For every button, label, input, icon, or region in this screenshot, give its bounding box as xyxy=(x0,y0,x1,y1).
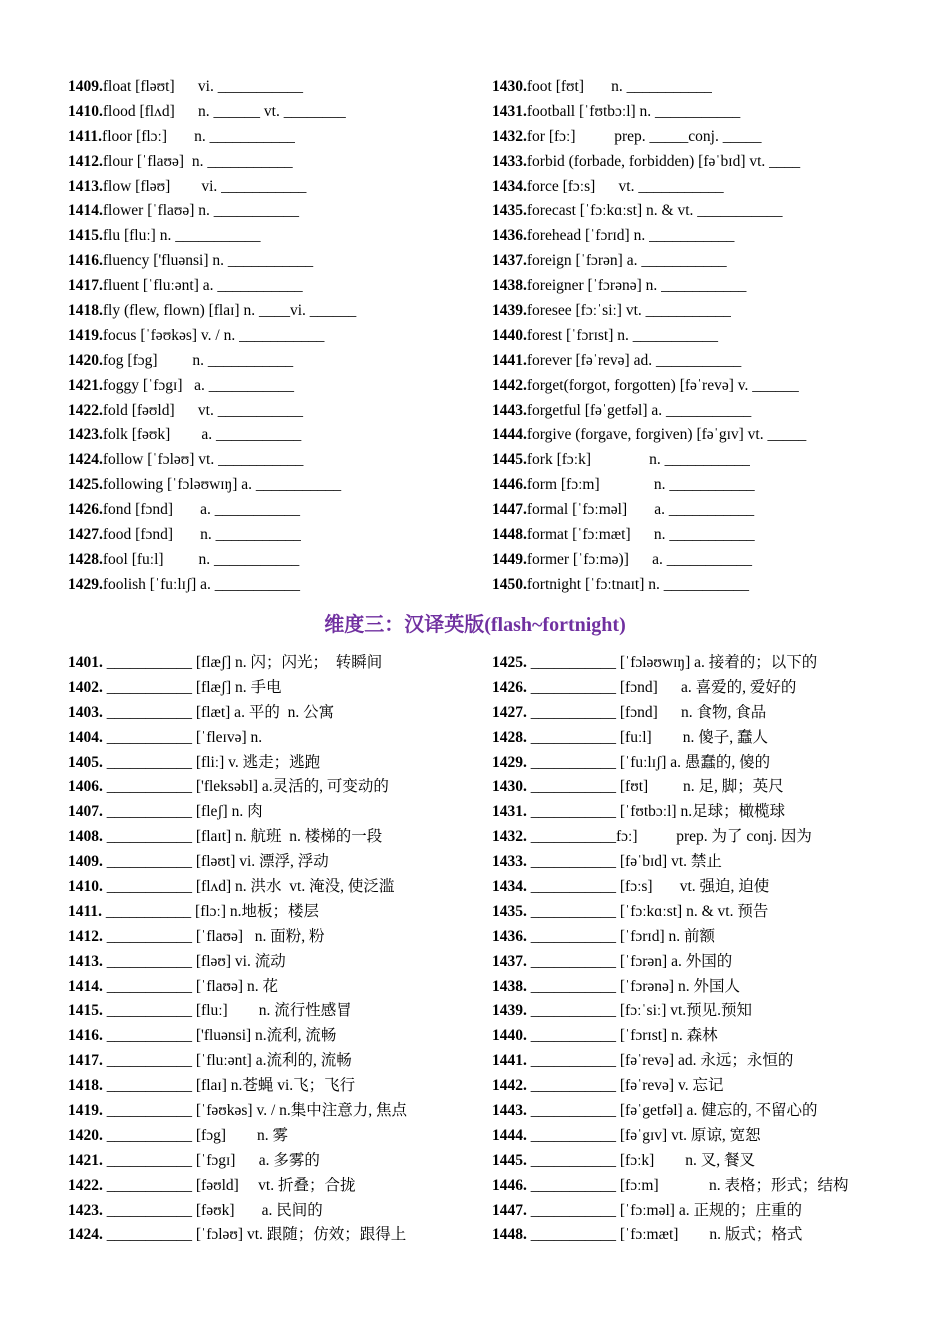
vocab-entry xyxy=(492,224,912,249)
vocab-entry xyxy=(492,1099,912,1124)
entry-number: 1426. xyxy=(68,501,103,519)
entry-text: ___________ [ˈfɔrənə] n. 外国人 xyxy=(526,977,740,995)
entry-number: 1448. xyxy=(492,526,527,544)
entry-number: 1406. xyxy=(68,778,103,796)
entry-text: ___________ [fəˈrevə] v. 忘记 xyxy=(526,1077,724,1095)
entry-number: 1407. xyxy=(68,803,103,821)
entry-number: 1429. xyxy=(68,575,103,593)
vocab-entry xyxy=(492,1074,912,1099)
entry-number: 1439. xyxy=(492,1002,527,1020)
vocab-entry xyxy=(68,950,478,975)
entry-text: ___________ ['fleksəbl] a.灵活的, 可变动的 xyxy=(102,778,389,796)
entry-text: ___________ [ˈfəʊkəs] v. / n.集中注意力, 焦点 xyxy=(102,1102,407,1120)
vocab-entry xyxy=(492,523,912,548)
entry-number: 1420. xyxy=(68,1126,103,1144)
entry-number: 1447. xyxy=(492,1201,527,1219)
vocab-entry xyxy=(492,498,912,523)
vocab-entry xyxy=(68,498,478,523)
vocab-entry xyxy=(68,975,478,1000)
vocab-entry xyxy=(68,548,478,573)
entry-text: fond [fɔnd] a. ___________ xyxy=(102,501,301,519)
entry-number: 1414. xyxy=(68,977,103,995)
entry-text: ___________ [fləʊ] vi. 流动 xyxy=(102,952,286,970)
vocab-entry xyxy=(68,875,478,900)
entry-text: ___________ [flʌd] n. 洪水 vt. 淹没, 使泛滥 xyxy=(102,878,395,896)
block1-right-column xyxy=(492,75,912,598)
entry-number: 1411. xyxy=(68,127,103,145)
entry-number: 1432. xyxy=(492,828,527,846)
entry-text: ___________ [ˈfɔləʊwɪŋ] a. 接着的；以下的 xyxy=(526,654,818,671)
entry-number: 1441. xyxy=(492,1052,527,1070)
entry-text: flow [fləʊ] vi. ___________ xyxy=(102,177,307,195)
entry-text: format [ˈfɔːmæt] n. ___________ xyxy=(526,526,755,544)
entry-number: 1427. xyxy=(68,526,103,544)
entry-number: 1430. xyxy=(492,778,527,796)
vocab-entry xyxy=(68,800,478,825)
vocab-entry xyxy=(68,1149,478,1174)
entry-text: ___________ [fɔg] n. 雾 xyxy=(102,1126,288,1144)
vocab-entry xyxy=(492,1024,912,1049)
vocab-entry xyxy=(492,999,912,1024)
entry-number: 1443. xyxy=(492,401,527,419)
entry-number: 1427. xyxy=(492,703,527,721)
entry-number: 1445. xyxy=(492,451,527,469)
vocab-entry xyxy=(68,349,478,374)
block2-left-column xyxy=(68,651,478,1248)
vocab-entry xyxy=(492,925,912,950)
vocab-entry xyxy=(68,701,478,726)
entry-number: 1442. xyxy=(492,376,527,394)
entry-number: 1447. xyxy=(492,501,527,519)
entry-text: form [fɔːm] n. ___________ xyxy=(526,476,755,494)
entry-number: 1438. xyxy=(492,977,527,995)
entry-text: ___________ [fuːl] n. 傻子, 蠢人 xyxy=(526,728,768,746)
entry-text: forbid (forbade, forbidden) [fəˈbɪd] vt. ____ xyxy=(526,152,801,170)
entry-number: 1416. xyxy=(68,252,103,270)
entry-text: fog [fɔg] n. ___________ xyxy=(102,351,294,369)
entry-text: ___________ [ˈfɔːməl] a. 正规的；庄重的 xyxy=(526,1201,802,1219)
entry-number: 1440. xyxy=(492,326,527,344)
vocab-entry xyxy=(492,374,912,399)
entry-number: 1403. xyxy=(68,703,103,721)
entry-number: 1433. xyxy=(492,853,527,871)
entry-number: 1446. xyxy=(492,1176,527,1194)
entry-number: 1430. xyxy=(492,78,527,95)
vocab-entry xyxy=(492,199,912,224)
entry-number: 1431. xyxy=(492,102,527,120)
entry-text: fold [fəʊld] vt. ___________ xyxy=(102,401,303,419)
vocab-entry xyxy=(68,100,478,125)
entry-text: ___________ [flɔː] n.地板；楼层 xyxy=(102,902,320,920)
vocab-entry xyxy=(492,701,912,726)
entry-text: folk [fəʊk] a. ___________ xyxy=(102,426,302,444)
entry-number: 1410. xyxy=(68,878,103,896)
entry-number: 1433. xyxy=(492,152,527,170)
entry-number: 1436. xyxy=(492,927,527,945)
entry-text: ___________ [fɔnd] a. 喜爱的, 爱好的 xyxy=(526,678,797,696)
entry-number: 1418. xyxy=(68,302,103,320)
entry-number: 1435. xyxy=(492,902,527,920)
entry-number: 1408. xyxy=(68,828,103,846)
entry-number: 1423. xyxy=(68,426,103,444)
entry-text: ___________ [flæt] a. 平的 n. 公寓 xyxy=(102,703,335,721)
entry-text: ___________ [ˈfɔrɪst] n. 森林 xyxy=(526,1027,718,1045)
entry-text: foreign [ˈfɔrən] a. ___________ xyxy=(526,252,727,270)
entry-text: ___________ [flaɪ] n.苍蝇 vi.飞；飞行 xyxy=(102,1077,356,1095)
entry-text: force [fɔːs] vt. ___________ xyxy=(526,177,724,195)
entry-number: 1450. xyxy=(492,575,527,593)
entry-text: ___________ [fɔːk] n. 叉, 餐叉 xyxy=(526,1151,756,1169)
entry-number: 1401. xyxy=(68,654,103,671)
entry-number: 1446. xyxy=(492,476,527,494)
entry-number: 1431. xyxy=(492,803,527,821)
entry-text: ___________ [ˈfʊtbɔːl] n.足球；橄榄球 xyxy=(526,803,786,821)
entry-number: 1419. xyxy=(68,326,103,344)
entry-text: foggy [ˈfɔgɪ] a. ___________ xyxy=(102,376,294,394)
entry-number: 1409. xyxy=(68,78,103,95)
entry-text: ___________ [ˈfɔləʊ] vt. 跟随；仿效；跟得上 xyxy=(102,1226,407,1244)
entry-text: forehead [ˈfɔrɪd] n. ___________ xyxy=(526,227,735,245)
entry-number: 1429. xyxy=(492,753,527,771)
entry-text: ___________ [ˈfuːlɪʃ] a. 愚蠢的, 傻的 xyxy=(526,753,771,771)
vocab-entry xyxy=(68,999,478,1024)
vocab-entry xyxy=(492,175,912,200)
vocab-entry xyxy=(492,399,912,424)
vocab-entry xyxy=(68,125,478,150)
entry-number: 1434. xyxy=(492,878,527,896)
vocab-entry xyxy=(492,1223,912,1248)
entry-number: 1425. xyxy=(492,654,527,671)
entry-text: fortnight [ˈfɔːtnaɪt] n. ___________ xyxy=(526,575,749,593)
vocab-entry xyxy=(68,150,478,175)
vocab-entry xyxy=(68,1049,478,1074)
vocab-entry xyxy=(68,1174,478,1199)
vocab-entry xyxy=(492,651,912,676)
entry-text: ___________fɔː] prep. 为了 conj. 因为 xyxy=(526,828,812,846)
entry-text: ___________ ['fluənsi] n.流利, 流畅 xyxy=(102,1027,337,1045)
entry-number: 1435. xyxy=(492,202,527,220)
entry-text: floor [flɔː] n. ___________ xyxy=(102,127,295,145)
entry-text: ___________ [fəʊk] a. 民间的 xyxy=(102,1201,323,1219)
entry-number: 1426. xyxy=(492,678,527,696)
vocab-entry xyxy=(492,975,912,1000)
entry-text: forgetful [fəˈgetfəl] a. ___________ xyxy=(526,401,752,419)
vocab-entry xyxy=(492,324,912,349)
entry-text: flood [flʌd] n. ______ vt. ________ xyxy=(102,102,346,120)
entry-text: forgive (forgave, forgiven) [fəˈgɪv] vt. _____ xyxy=(526,426,807,444)
entry-text: foresee [fɔːˈsiː] vt. ___________ xyxy=(526,302,731,320)
vocab-entry xyxy=(492,751,912,776)
entry-number: 1432. xyxy=(492,127,527,145)
entry-text: ___________ [ˈfluːənt] a.流利的, 流畅 xyxy=(102,1052,352,1070)
entry-number: 1402. xyxy=(68,678,103,696)
vocab-entry xyxy=(68,676,478,701)
vocab-entry xyxy=(68,1223,478,1248)
entry-text: flu [fluː] n. ___________ xyxy=(102,227,261,245)
vocab-entry xyxy=(68,775,478,800)
entry-number: 1439. xyxy=(492,302,527,320)
vocab-entry xyxy=(492,850,912,875)
entry-number: 1438. xyxy=(492,277,527,295)
entry-number: 1428. xyxy=(68,550,103,568)
vocab-entry xyxy=(492,1149,912,1174)
entry-text: ___________ [ˈflaʊə] n. 花 xyxy=(102,977,278,995)
entry-text: fluent [ˈfluːənt] a. ___________ xyxy=(102,277,303,295)
vocab-entry xyxy=(492,875,912,900)
vocab-entry xyxy=(68,175,478,200)
vocab-entry xyxy=(68,726,478,751)
vocab-entry xyxy=(68,1199,478,1224)
entry-number: 1413. xyxy=(68,177,103,195)
vocab-entry xyxy=(68,423,478,448)
entry-text: forecast [ˈfɔːkɑːst] n. & vt. ___________ xyxy=(526,202,783,220)
entry-text: follow [ˈfɔləʊ] vt. ___________ xyxy=(102,451,304,469)
entry-number: 1412. xyxy=(68,152,103,170)
entry-text: ___________ [fɔnd] n. 食物, 食品 xyxy=(526,703,767,721)
entry-text: ___________ [fəˈgetfəl] a. 健忘的, 不留心的 xyxy=(526,1102,818,1120)
entry-number: 1440. xyxy=(492,1027,527,1045)
entry-number: 1443. xyxy=(492,1102,527,1120)
entry-text: flour [ˈflaʊə] n. ___________ xyxy=(102,152,293,170)
vocab-entry xyxy=(68,448,478,473)
entry-number: 1444. xyxy=(492,426,527,444)
entry-text: ___________ [ˈflaʊə] n. 面粉, 粉 xyxy=(102,927,325,945)
entry-number: 1415. xyxy=(68,1002,103,1020)
vocab-entry xyxy=(492,1174,912,1199)
entry-text: ___________ [fəʊld] vt. 折叠；合拢 xyxy=(102,1176,356,1194)
entry-text: following [ˈfɔləʊwɪŋ] a. ___________ xyxy=(102,476,342,494)
entry-text: ___________ [fɔːˈsiː] vt.预见.预知 xyxy=(526,1002,753,1020)
entry-text: ___________ [fəˈgɪv] vt. 原谅, 宽恕 xyxy=(526,1126,761,1144)
vocab-entry xyxy=(492,800,912,825)
entry-text: fly (flew, flown) [flaɪ] n. ____vi. ______ xyxy=(102,302,357,320)
entry-number: 1420. xyxy=(68,351,103,369)
entry-text: forget(forgot, forgotten) [fəˈrevə] v. ______ xyxy=(526,376,799,394)
entry-number: 1448. xyxy=(492,1226,527,1244)
vocab-entry xyxy=(68,523,478,548)
entry-number: 1445. xyxy=(492,1151,527,1169)
vocab-entry xyxy=(492,950,912,975)
entry-text: focus [ˈfəʊkəs] v. / n. ___________ xyxy=(102,326,325,344)
entry-number: 1418. xyxy=(68,1077,103,1095)
vocab-entry xyxy=(68,1099,478,1124)
entry-number: 1428. xyxy=(492,728,527,746)
vocab-entry xyxy=(492,349,912,374)
entry-number: 1412. xyxy=(68,927,103,945)
vocab-entry xyxy=(492,299,912,324)
vocab-entry xyxy=(492,573,912,598)
entry-number: 1422. xyxy=(68,1176,103,1194)
entry-number: 1441. xyxy=(492,351,527,369)
entry-text: fork [fɔːk] n. ___________ xyxy=(526,451,750,469)
vocab-entry xyxy=(68,751,478,776)
entry-number: 1436. xyxy=(492,227,527,245)
entry-number: 1437. xyxy=(492,252,527,270)
entry-text: forever [fəˈrevə] ad. ___________ xyxy=(526,351,742,369)
entry-text: foot [fʊt] n. ___________ xyxy=(526,78,712,95)
vocab-entry xyxy=(68,651,478,676)
vocab-entry xyxy=(68,825,478,850)
entry-number: 1449. xyxy=(492,550,527,568)
entry-text: fool [fuːl] n. ___________ xyxy=(102,550,300,568)
vocab-entry xyxy=(492,900,912,925)
entry-number: 1424. xyxy=(68,451,103,469)
entry-text: ___________ [fleʃ] n. 肉 xyxy=(102,803,263,821)
vocab-entry xyxy=(68,573,478,598)
entry-number: 1437. xyxy=(492,952,527,970)
entry-text: ___________ [fluː] n. 流行性感冒 xyxy=(102,1002,352,1020)
vocab-entry xyxy=(68,75,478,100)
entry-number: 1413. xyxy=(68,952,103,970)
vocab-entry xyxy=(68,1124,478,1149)
vocab-entry xyxy=(68,1024,478,1049)
entry-number: 1417. xyxy=(68,1052,103,1070)
vocab-entry xyxy=(492,825,912,850)
vocab-entry xyxy=(492,726,912,751)
entry-text: formal [ˈfɔːməl] a. ___________ xyxy=(526,501,755,519)
entry-text: ___________ [ˈfɔːmæt] n. 版式；格式 xyxy=(526,1226,803,1244)
entry-text: ___________ [fləʊt] vi. 漂浮, 浮动 xyxy=(102,853,329,871)
vocab-entry xyxy=(492,1124,912,1149)
entry-text: ___________ [ˈfɔrɪd] n. 前额 xyxy=(526,927,715,945)
entry-number: 1404. xyxy=(68,728,103,746)
section-title: 维度三：汉译英版(flash~fortnight) xyxy=(324,614,626,636)
vocab-entry xyxy=(492,150,912,175)
entry-text: forest [ˈfɔrɪst] n. ___________ xyxy=(526,326,718,344)
vocab-entry xyxy=(68,199,478,224)
entry-number: 1417. xyxy=(68,277,103,295)
vocab-entry xyxy=(68,374,478,399)
entry-text: food [fɔnd] n. ___________ xyxy=(102,526,301,544)
entry-number: 1411. xyxy=(68,902,103,920)
entry-number: 1422. xyxy=(68,401,103,419)
vocab-entry xyxy=(68,399,478,424)
entry-text: ___________ [fliː] v. 逃走；逃跑 xyxy=(102,753,321,771)
entry-number: 1414. xyxy=(68,202,103,220)
entry-text: ___________ [fɔːs] vt. 强迫, 迫使 xyxy=(526,878,770,896)
vocab-entry xyxy=(68,249,478,274)
vocab-entry xyxy=(492,676,912,701)
vocab-entry xyxy=(492,274,912,299)
entry-text: ___________ [fʊt] n. 足, 脚；英尺 xyxy=(526,778,784,796)
vocab-entry xyxy=(492,775,912,800)
entry-number: 1405. xyxy=(68,753,103,771)
entry-text: ___________ [ˈfleɪvə] n. xyxy=(102,728,263,746)
entry-number: 1419. xyxy=(68,1102,103,1120)
entry-text: ___________ [ˈfɔgɪ] a. 多雾的 xyxy=(102,1151,320,1169)
vocab-entry xyxy=(492,100,912,125)
entry-number: 1421. xyxy=(68,1151,103,1169)
vocab-entry xyxy=(68,925,478,950)
entry-number: 1416. xyxy=(68,1027,103,1045)
entry-text: fluency ['fluənsi] n. ___________ xyxy=(102,252,314,270)
entry-number: 1421. xyxy=(68,376,103,394)
entry-text: float [fləʊt] vi. ___________ xyxy=(102,78,303,95)
vocab-entry xyxy=(68,224,478,249)
entry-text: ___________ [ˈfɔːkɑːst] n. & vt. 预告 xyxy=(526,902,769,920)
entry-number: 1415. xyxy=(68,227,103,245)
entry-text: ___________ [flæʃ] n. 闪；闪光； 转瞬间 xyxy=(102,654,383,671)
vocab-entry xyxy=(492,448,912,473)
entry-text: ___________ [flæʃ] n. 手电 xyxy=(102,678,282,696)
entry-text: for [fɔː] prep. _____conj. _____ xyxy=(526,127,762,145)
vocab-entry xyxy=(492,75,912,100)
vocab-entry xyxy=(68,850,478,875)
entry-text: foreigner [ˈfɔrənə] n. ___________ xyxy=(526,277,747,295)
entry-number: 1425. xyxy=(68,476,103,494)
entry-number: 1424. xyxy=(68,1226,103,1244)
vocab-entry xyxy=(492,125,912,150)
entry-text: ___________ [fəˈrevə] ad. 永远；永恒的 xyxy=(526,1052,794,1070)
vocab-entry xyxy=(68,299,478,324)
vocab-entry xyxy=(492,423,912,448)
entry-number: 1442. xyxy=(492,1077,527,1095)
vocab-entry xyxy=(492,249,912,274)
entry-text: ___________ [flaɪt] n. 航班 n. 楼梯的一段 xyxy=(102,828,383,846)
entry-number: 1409. xyxy=(68,853,103,871)
vocab-entry xyxy=(68,274,478,299)
vocab-entry xyxy=(68,900,478,925)
entry-text: ___________ [ˈfɔrən] a. 外国的 xyxy=(526,952,733,970)
entry-text: former [ˈfɔːmə)] a. ___________ xyxy=(526,550,752,568)
vocab-entry xyxy=(492,1199,912,1224)
entry-number: 1434. xyxy=(492,177,527,195)
entry-number: 1423. xyxy=(68,1201,103,1219)
block2-right-column xyxy=(492,651,912,1248)
vocab-entry xyxy=(68,1074,478,1099)
vocab-entry xyxy=(492,1049,912,1074)
entry-text: foolish [ˈfuːlɪʃ] a. ___________ xyxy=(102,575,301,593)
entry-number: 1444. xyxy=(492,1126,527,1144)
entry-text: ___________ [fɔːm] n. 表格；形式；结构 xyxy=(526,1176,849,1194)
vocab-entry xyxy=(68,324,478,349)
vocab-entry xyxy=(492,548,912,573)
entry-text: ___________ [fəˈbɪd] vt. 禁止 xyxy=(526,853,722,871)
entry-text: flower [ˈflaʊə] n. ___________ xyxy=(102,202,300,220)
vocab-entry xyxy=(492,473,912,498)
entry-number: 1410. xyxy=(68,102,103,120)
entry-text: football [ˈfʊtbɔːl] n. ___________ xyxy=(526,102,741,120)
vocab-entry xyxy=(68,473,478,498)
block1-left-column xyxy=(68,75,478,598)
